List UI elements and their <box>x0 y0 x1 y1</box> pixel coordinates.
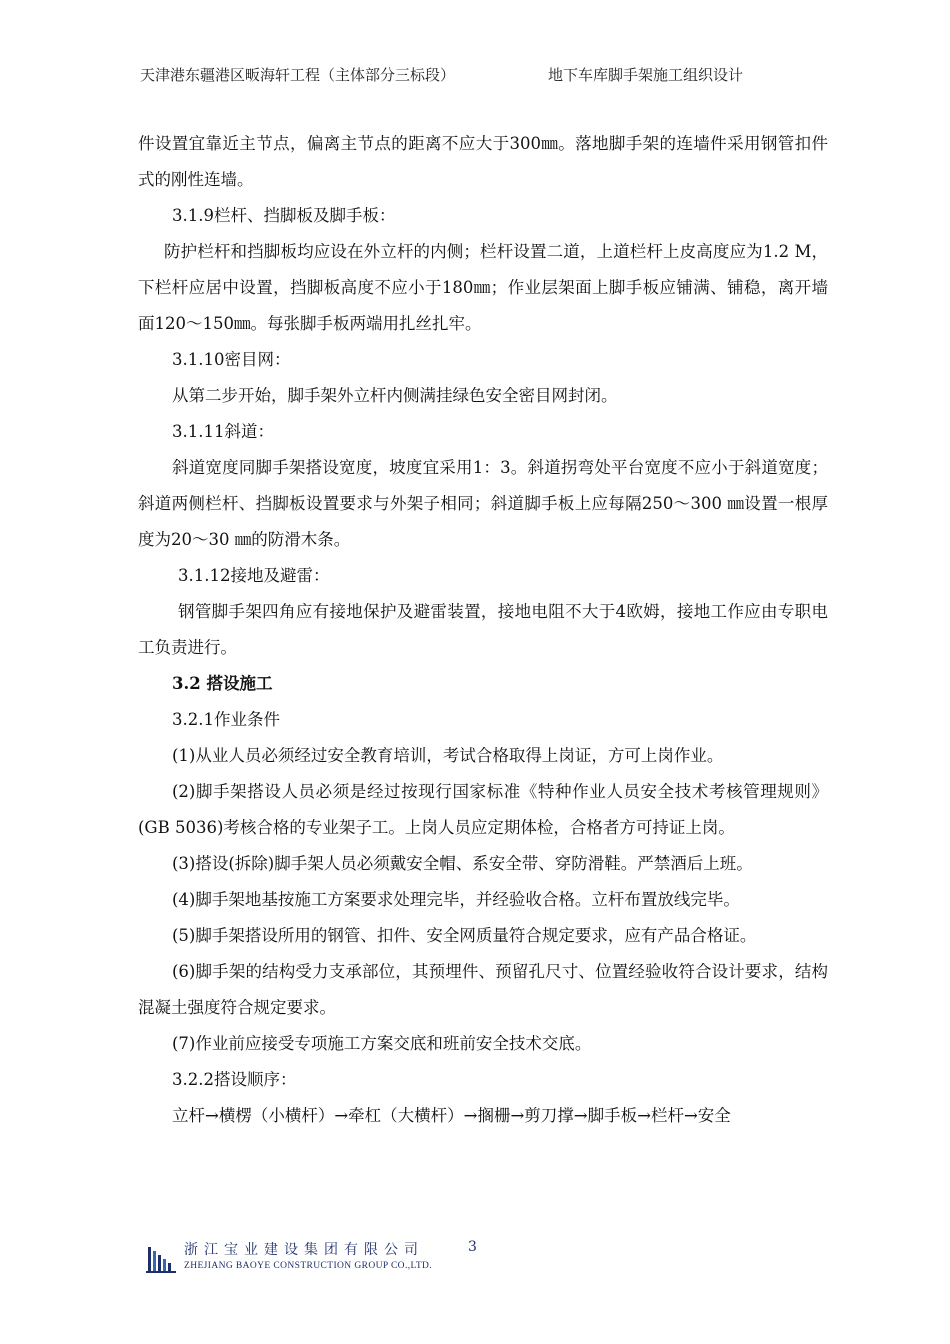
subsection-heading: 3.1.10密目网： <box>172 350 291 369</box>
header-project-title: 天津港东疆港区畈海轩工程（主体部分三标段） <box>140 66 456 84</box>
page-number: 3 <box>468 1239 477 1255</box>
company-name-chinese: 浙江宝业建设集团有限公司 <box>184 1242 424 1258</box>
list-item: (2)脚手架搭设人员必须是经过按现行国家标准《特种作业人员安全技术考核管理规则》(GB 5036)考核合格的专业架子工。上岗人员应定期体检，合格者方可持证上岗。 <box>138 782 828 837</box>
list-item: (1)从业人员必须经过安全教育培训，考试合格取得上岗证，方可上岗作业。 <box>172 746 724 765</box>
subsection-heading: 3.2.1作业条件 <box>172 710 280 729</box>
subsection-heading: 3.1.11斜道： <box>172 422 274 441</box>
company-logo-icon <box>146 1245 176 1275</box>
page-header <box>140 64 830 88</box>
subsection-heading: 3.1.9栏杆、挡脚板及脚手板： <box>172 206 396 225</box>
list-item: (4)脚手架地基按施工方案要求处理完毕，并经验收合格。立杆布置放线完毕。 <box>172 890 740 909</box>
list-item: (7)作业前应接受专项施工方案交底和班前安全技术交底。 <box>172 1034 592 1053</box>
header-document-title: 地下车库脚手架施工组织设计 <box>548 66 744 84</box>
paragraph: 防护栏杆和挡脚板均应设在外立杆的内侧；栏杆设置二道，上道栏杆上皮高度应为1.2 M，下栏杆应居中设置，挡脚板高度不应小于180㎜；作业层架面上脚手板应铺满、铺稳，离开墙面120～150㎜。每张脚手板两端用扎丝扎牢。 <box>138 242 828 333</box>
subsection-heading: 3.1.12接地及避雷： <box>178 566 330 585</box>
paragraph: 立杆→横楞（小横杆）→牵杠（大横杆）→搁栅→剪刀撑→脚手板→栏杆→安全 <box>172 1106 731 1125</box>
section-heading: 3.2 搭设施工 <box>172 674 273 693</box>
list-item: (6)脚手架的结构受力支承部位，其预埋件、预留孔尺寸、位置经验收符合设计要求，结构混凝土强度符合规定要求。 <box>138 962 828 1017</box>
paragraph: 斜道宽度同脚手架搭设宽度，坡度宜采用1：3。斜道拐弯处平台宽度不应小于斜道宽度；斜道两侧栏杆、挡脚板设置要求与外架子相同；斜道脚手板上应每隔250～300 ㎜设置一根厚度为20～30 ㎜的防滑木条。 <box>138 458 828 549</box>
paragraph: 钢管脚手架四角应有接地保护及避雷装置，接地电阻不大于4欧姆，接地工作应由专职电工负责进行。 <box>138 602 828 657</box>
subsection-heading: 3.2.2搭设顺序： <box>172 1070 297 1089</box>
paragraph: 件设置宜靠近主节点，偏离主节点的距离不应大于300㎜。落地脚手架的连墙件采用钢管扣件式的刚性连墙。 <box>138 134 828 189</box>
paragraph: 从第二步开始，脚手架外立杆内侧满挂绿色安全密目网封闭。 <box>172 386 618 405</box>
list-item: (5)脚手架搭设所用的钢管、扣件、安全网质量符合规定要求，应有产品合格证。 <box>172 926 757 945</box>
list-item: (3)搭设(拆除)脚手架人员必须戴安全帽、系安全带、穿防滑鞋。严禁酒后上班。 <box>172 854 753 873</box>
company-name-english: ZHEJIANG BAOYE CONSTRUCTION GROUP CO.,LTD. <box>184 1261 433 1271</box>
page-footer <box>146 1237 566 1281</box>
document-body <box>138 126 828 1134</box>
